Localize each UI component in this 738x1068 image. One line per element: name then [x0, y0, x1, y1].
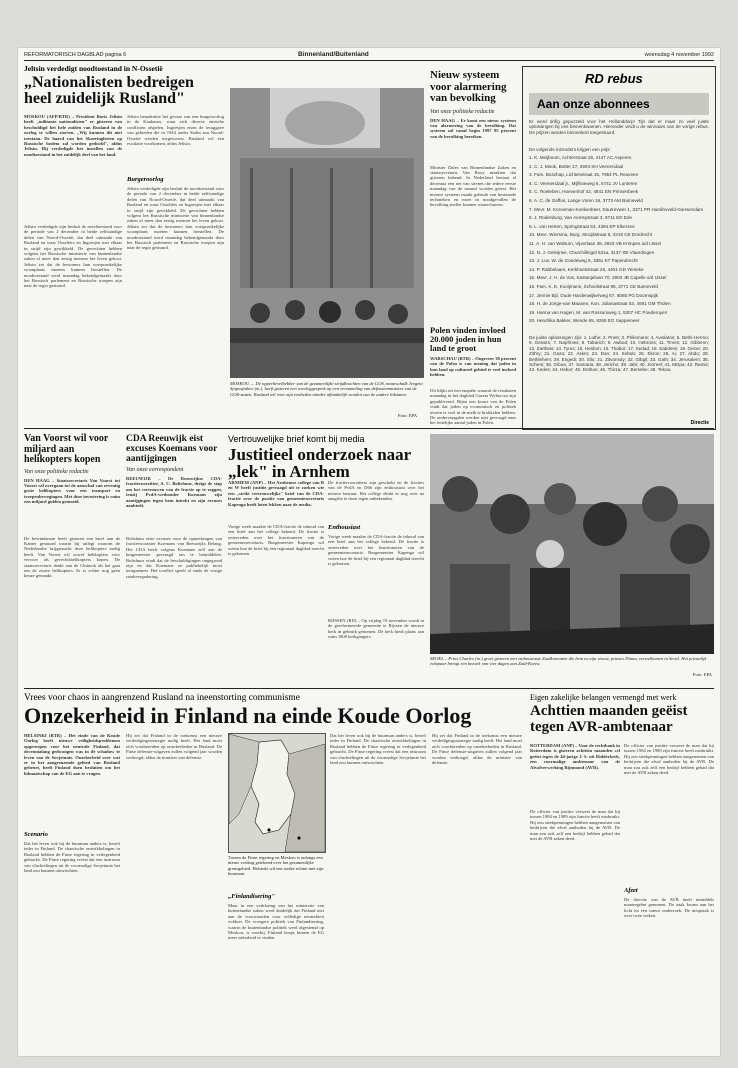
article-body-col2b: Vorige week maakte de CDA-fractie de inhoud van een brief aan het college bekend. De fractie is ontevreden over het functioneren van de gemeentesecretaris. Burgemeester Kapenga wil weten hoe de brief bij een regionaal dagblad terecht is gekomen.: [328, 534, 424, 567]
rebus-winner: 20. Hendrika Bakker, Wende 65, 8265 EG Sappemeer: [529, 318, 640, 324]
rebus-winner: 18. H. de Jonge-van Maanen, Kon. Julianastraat 53, 4691 GM Tholen: [529, 301, 671, 307]
rebus-winner: 7. Mevr. M. Korveman-Koekenbeer, Dautrevwer 1, 3371 PR Hardinxveld-Giessendam: [529, 206, 704, 212]
article-subhead: Burgeroorlog: [127, 176, 164, 183]
article-subhead: „Finlandisering": [228, 893, 275, 900]
article-rijssen: RIJSSEN (RD) – Op vrijdag 19 november wordt in de gereformeerde gemeente te Rijssen de nieuwe kerk in gebruik genomen. De kerk biedt plaats aan ruim 1800 kerkgangers.: [328, 618, 424, 640]
rebus-intro: Er werd drifig gepuzzeld voor het Hollanddorp! Tijn dat er maar zo veel juiste oplossingen bij ons binnenkwamen. Hieronder vindt u de winnaars van de vorige rebus. De prijzen worden binnenkort toegestuurd.: [529, 119, 709, 135]
article-subhead: Scenario: [24, 831, 48, 838]
article-lead: REEUWIJK – De Reeuwijkse CDA-fractievoorzitter, A. C. Boltshuur, dreigt de stap om het vertrouwen van de fractie op te zeggen, tenzij PvdA-wethouder Koemans zijn aantijgingen tegen hem intrekt en zijn excuses aanbiedt.: [126, 476, 222, 509]
article-body: Jeltsin verdedigde zijn besluit de noodtoestand voor de periode van 2 december in beide zelfstandige delen van Noord-Ossetië, dat deel uitmaakt van Rusland en waar Osseliërs en Ingoesjen met elkaar in strijd zijn gewikkeld. De gevechten hebben volgens het Russische ministerie van binnenlandse zaken al meer dan zestig mensen het leven gekost. Jeltsin zei dat de bewoners hun oorspronkelijke woonplaats moeten kunnen herstellen. De noodtoestand werd maandag bekendgemaakt door het Russisch parlement en Russische troepen zijn naar de regio gestuurd.: [24, 224, 122, 289]
rebus-winners-label: De volgende inzenders krijgen een prijs:: [529, 147, 611, 152]
article-headline: Polen vinden invloed 20.000 joden in hun land te groot: [430, 325, 506, 353]
article-lead: HELSINKI (RTR) – Het einde van de Koude Oorlog heeft nieuwe veiligheidsproblemen opgeroepen voor het neutrale Finland, dat decennialang gedwongen was in de schaduw te leven van de Sovjetunie. Onzekerheid over wat er in het aangrenzende gebied van Rusland gebeurt, heeft Finland doen besluiten om het lidmaatschap van de EG aan te vragen.: [24, 733, 120, 776]
article-kicker: Vertrouwelijke brief komt bij media: [228, 434, 365, 444]
paper-name: REFORMATORISCH DAGBLAD pagina 6: [24, 52, 127, 58]
rebus-winner: 3. Fam. Boschap, Lichtenstraat 15, 7954 PL Rouveen: [529, 172, 639, 178]
article-body: Dit blijkt uit een enquête waaruit de resultaten maandag in het dagblad Gazeta Wyborcza zijn gepubliceerd. Bijna een kwart van de Polen vindt dat joden op economisch en politiek terrein te veel in de melk te brokkelen hebben. De ondervraagden werden niet gevraagd naar het feitelijke aantal joden in Polen.: [430, 388, 516, 426]
photo-caption: MOSKOU — De opperbevelhebber van de gezamenlijke strijdkrachten van de GOS, maarschalk Jevgeni Sjaposjnikov (m.), heeft gisteren een overleggesprek op een verzameling van defensieministers van de GOS-staten. Rusland wil voor zijn eenheden minder afhankelijk worden van de andere lidstaten.: [230, 381, 423, 397]
article-body: De officier van justitie verweet de man dat hij tussen 1984 en 1989 zijn functie heeft misbruikt. Hij zou steekpenningen hebben aangenomen van bedrijven die afval aanboden bij de AVR. De man zou ook zelf een bedrijf hebben gehad dat met de AVR zaken deed.: [530, 809, 620, 842]
article-jeltsin: [24, 64, 224, 289]
article-kicker: Jeltsin verdedigt noodtoestand in N-Ossetië: [24, 64, 163, 73]
article-alarmering: [430, 70, 516, 310]
article-body-col2: De fractievoorzitters zijn geschokt en de fracties van de PvdA en D66 zijn enthousiast over het nieuwe bestuur. Het college denkt er nog over na aangifte te doen tegen onbekenden.: [328, 480, 424, 502]
article-headline: Onzekerheid in Finland na einde Koude Oorlog: [24, 703, 472, 728]
photo-prince-charles-image: [430, 434, 714, 654]
article-arnhem: [228, 434, 424, 640]
article-lead: WARSCHAU (RTR) – Ongeveer 38 procent van de Polen is van mening dat joden in hun land op cultureel gebied te veel invloed hebben.: [430, 356, 516, 378]
rebus-winner: 13. J. Lux, W. de Goedeweg 6, 3351 KT Papendrecht: [529, 258, 638, 264]
article-lead: ROTTERDAM (ANP) – Voor de rechtbank in Rotterdam is gisteren achttien maanden cel geëist tegen de 44-jarige J. S. uit Ridderkerk, een voormalige ambtenaar van de Afvalverwerking Rijnmond (AVR).: [530, 743, 620, 770]
article-polen: [430, 326, 516, 436]
rebus-winner: 16. Fam. K. E. Kooijmans, Schoolstraat 96, 3771 CE Barneveld: [529, 283, 658, 289]
finland-map-image: [229, 734, 325, 852]
rebus-winner: 2. C. J. Mook, Botter 27, 3904 SH Veenendaal: [529, 163, 624, 169]
rebus-title-bar: [529, 93, 709, 115]
finland-map: [228, 733, 326, 853]
photo-prince-charles: [430, 434, 714, 654]
divider-rule: [24, 688, 714, 689]
photo-caption: SEOEL – Prins Charles (m.) groet gisteren met enthousiaste Zuidkoreanen die hem en zijn vrouw, prinses Diana, verwelkomen in Seoel. Het prinselijk echtpaar brengt een bezoek van vier dagen aan Zuid-Korea.: [430, 656, 707, 667]
article-subhead: Enthousiast: [328, 524, 361, 531]
rebus-winner: 6. A. C. de Gaffus, Lange Voren 19, 3773 AM Barneveld: [529, 197, 643, 203]
article-body-col2: Hij zei dat Finland in de toekomst een nieuwe verdedigingsstrategie nodig heeft. Het land moet zich voorbereiden op onzekerheden in Rusland. De Finse defensie-uitgaven zullen volgend jaar worden verhoogd, aldus de minister van defensie.: [126, 733, 222, 760]
rebus-winner: 14. P. Rabbelaars, Kerkhoekstraat 26, 4401 GD Yerseke: [529, 266, 644, 272]
article-headline: Van Voorst wil voor miljard aan helikopters kopen: [24, 433, 109, 465]
map-caption: Tussen de Finse regering en Moskou is onlangs een nieuw verdrag getekend over het gezamenlijke grensgebied. Helsinki wil een sterke relatie met zijn buurman.: [228, 855, 324, 877]
photo-gos-meeting: [230, 88, 424, 378]
rebus-winner: 11. A. H. van Walsum, Vijverlaan 38, 2923 VB Krimpen a/d IJssel: [529, 240, 661, 246]
article-body-col5: Hij zei dat Finland in de toekomst een nieuwe verdedigingsstrategie nodig heeft. Het land moet zich voorbereiden op onzekerheden in Rusland. De Finse defensie-uitgaven zullen volgend jaar worden verhoogd, aldus de minister van defensie.: [432, 733, 522, 766]
photo-credit: Foto: EPA: [692, 672, 712, 677]
rebus-logo: RD rebus: [585, 71, 643, 86]
divider-rule: [24, 428, 714, 429]
article-headline: CDA Reeuwijk eist excuses Koemans voor aantijgingen: [126, 434, 218, 464]
rebus-winner: 17. Jennie Bijl, Oude Hardenwijkerweg 87, 8085 PG Doornspijk: [529, 292, 658, 298]
article-kicker: Vrees voor chaos in aangrenzend Rusland na ineenstorting communisme: [24, 693, 300, 703]
article-headline: Nieuw systeem voor alarmering van bevolking: [430, 69, 507, 104]
rebus-winner: 4. C. Veenendaal jr., Mijlhoeweg 6, 6741 JV Lunteren: [529, 180, 638, 186]
rebus-winners-list: [529, 154, 709, 326]
article-byline: Van onze politieke redactie: [24, 468, 89, 475]
article-body-col2b: Jeltsin verdedigde zijn besluit de noodtoestand voor de periode van 2 december in beide zelfstandige delen van Noord-Ossetië, dat deel uitmaakt van Rusland en waar Osseliërs en Ingoesjen met elkaar in strijd zijn gewikkeld. De gevechten hebben volgens het Russische ministerie van binnenlandse zaken al meer dan zestig mensen het leven gekost. Jeltsin zei dat de bewoners hun oorspronkelijke woonplaats moeten kunnen herstellen. De noodtoestand werd maandag bekendgemaakt door het Russisch parlement en Russische troepen zijn naar de regio gestuurd.: [127, 186, 224, 251]
rebus-box: [522, 66, 716, 430]
article-finland: [24, 693, 524, 941]
article-body-col2b: De directie van de AVR heeft inmiddels maatregelen genomen. De zaak kwam aan het licht na een intern onderzoek. De uitspraak is over twee weken.: [624, 897, 714, 919]
article-byline: Van onze correspondent: [126, 467, 184, 473]
article-subhead: Afzet: [624, 887, 638, 894]
rebus-signature: Directie: [690, 420, 709, 426]
rebus-winner: 15. Mevr. J. H. de Vos, Kastanjelaan 70, 2903 JB Capelle a/d IJssel: [529, 275, 667, 281]
rebus-winner: 10. Mevr. Wiersma, Burg. Struijkstraat 8, 3319 CE Dordrecht: [529, 232, 653, 238]
rebus-winner: 1. K. Meijboom, Achterstraat 26, 4147 AC Asperen: [529, 155, 632, 160]
article-body: Boltshuur eiste excuses voor de opmerkingen van fractievoorzitter Koemans van Reeuwijks Belang. Het CDA heeft volgens Koemans zelf aan de burgemeester gevraagd om te bemiddelen. Boltshuur vindt dat de beschuldigingen ongegrond zijn en dat Koemans ze publiekelijk moet terugnemen. Het conflict speelt al sinds de vorige raadsvergadering.: [126, 536, 222, 579]
rebus-winner: 8. J. Rodenburg, Van Aemsystraat 3, 6711 ED Ede: [529, 215, 632, 221]
article-body-col2: Jeltsin benadrukte het gevaar van een burgeroorlog in de Kaukasus, waar zich diverse etnische conflicten afspelen. Ingoesjen eisen de teruggave van gebieden die in 1944 onder Stalin aan Noord-Ossetië werden toegewezen. Rusland wil een escalatie voorkomen, aldus Jeltsin.: [127, 114, 224, 147]
article-body: De bewindsman heeft gisteren een brief aan de Kamer gestuurd waarin hij uitlegt waarom de Nederlandse krijgsmacht deze helikopters nodig heeft. Van Voorst wil zowel helikopters voor vervoer als gevechtshelikopters kopen. De staatssecretaris denkt aan de Chinook als het gaat om de zware helikopters. Er is echter nog geen keuze gemaakt.: [24, 535, 120, 579]
article-body: Dat het leven ook bij de buurman anders is, beseft ieder in Finland. De chaotische ontwikkelingen in Rusland hebben de Finse regering in verlegenheid gebracht. De Finse regering vreest dat een instroom van vluchtelingen uit de voormalige Sovjetunie het land zou kunnen ontwrichten.: [24, 841, 120, 874]
article-lead: DEN HAAG – Er komt een nieuw systeem van alarmering van de bevolking. Dat systeem zal vanaf begin 1997 95 procent van de bevolking bereiken.: [430, 117, 516, 139]
rebus-winner: 5. C. Roeleben, Hoevenhof 42, 4841 EN Prinsenbeek: [529, 189, 639, 195]
article-body: Vorige week maakte de CDA-fractie de inhoud van een brief aan het college bekend. De fractie is ontevreden over het functioneren van de gemeentesecretaris. Burgemeester Kapenga wil weten hoe de brief bij een regionaal dagblad terecht is gekomen.: [228, 524, 324, 557]
article-body: Minister Dales van Binnenlandse Zaken en staatssecretaris Van Rooy maakten dat gisteren bekend. In Nederland bestaat al decennia een net van sirenes die iedere eerste maandag van de maand worden getest. Het nieuwe systeem maakt gebruik van bestaande technieken en moet in noodgevallen de bevolking sneller kunnen waarschuwen.: [430, 164, 516, 208]
article-body-col2: De officier van justitie verweet de man dat hij tussen 1984 en 1989 zijn functie heeft misbruikt. Hij zou steekpenningen hebben aangenomen van bedrijven die afval aanboden bij de AVR. De man zou ook zelf een bedrijf hebben gehad dat met de AVR zaken deed.: [624, 743, 714, 776]
article-body-col3: Maar in een verklaring van het ministerie van buitenlandse zaken werd duidelijk dat Finland niet aan de voorwaarden voor volledige neutraliteit voldoet. De vroegere politiek van Finlandisering, waarin de buitenlandse politiek werd afgestemd op Moskou, is voorbij. Finland hoopt binnen de EG meer zekerheid te vinden.: [228, 903, 324, 941]
article-kicker: Eigen zakelijke belangen vermengd met werk: [530, 693, 677, 702]
article-helikopters: [24, 434, 120, 724]
article-lead: MOSKOU (AFP/RTR) – President Boris Jeltsin heeft „militante nationalisten" er gisteren van beschuldigd het hele zuiden van Rusland in de oorlog te willen storten. „Wij kunnen dit niet toestaan. De haard van het Skoeringlesten op Russische bodem zal worden gedoofd", aldus Jeltsin. Hij verdedigde het instellen van de noodtoestand in het zuidelijk deel van het land.: [24, 114, 122, 157]
article-lead: ARNHEM (ANP) – Het Arnhemse college van B en W heeft justitie gevraagd uit te zoeken wie een „strikt vertrouwelijke" brief van de CDA-fractie over de positie van gemeentesecretaris Kapenga heeft laten lekken naar de media.: [228, 480, 324, 507]
section-title: Binnenland/Buitenland: [298, 51, 369, 58]
photo-gos-meeting-image: [230, 88, 424, 378]
masthead-rule: [24, 60, 714, 61]
article-avr: [530, 693, 714, 919]
article-headline: „Nationalisten bedreigen heel zuidelijk Rusland": [24, 74, 194, 107]
article-body-col4: Dat het leven ook bij de buurman anders is, beseft ieder in Finland. De chaotische ontwikkelingen in Rusland hebben de Finse regering in verlegenheid gebracht. De Finse regering vreest dat een instroom van vluchtelingen uit de voormalige Sovjetunie het land zou kunnen ontwrichten.: [330, 733, 426, 766]
article-headline: Achttien maanden geëist tegen AVR-ambtenaar: [530, 703, 688, 735]
rebus-solutions: De juiste oplossingen zijn: 1. Luthe; 2. Prieti; 3. Philemaris; 4. Aviolatos; 5. Bethi-Hermo; 6. Gessim; 7. Napfmies; 8. Tabarich; 9. Awbod; 10. Hebrons; 11. Tirves; 12. Gibbenn; 13. Zartheis; 14. Tyrus; 15. Hesbon; 16. Thabor; 17. Sedad; 18. Sabdeim; 19. Gezer; 20. Zithry; 21. Gaza; 22. Askro; 23. Dan; 24. Kebob; 25. Ekron; 26. Ai; 27. Abdo; 28. Bethlehem; 29. Engedi; 30. Silo; 31. Zitvonsdy; 32. Gibgil; 33. Gath; 34. Jerusalem; 35. Schem; 36. Giboa; 37. Samaria; 38. Jericho; 39. Jabi; 40. Jezreel; 41. Mizpa; 42. Ramis; 43. Kedes; 44. Hebor; 45. Dothan; 46. Thirza; 47. Bersebe; 48. Tekoa.: [529, 335, 709, 373]
rebus-winner: 12. N. J. Geleijnse, Churchillingel 531a, 3137 XB Vlaardingen: [529, 249, 655, 255]
photo-credit: Foto: EPA: [398, 413, 418, 418]
article-cda-reeuwijk: [126, 434, 222, 724]
newspaper-page: [18, 48, 720, 1056]
article-headline: Justitieel onderzoek naar „lek" in Arnhem: [228, 445, 411, 481]
rebus-winner: 19. Hanna van Hagen, M. van Rossumweg 1, 5307 HC Poederoyen: [529, 309, 668, 315]
rebus-winner: 9. L. van Herten, Springstraat 53, 4394 EP Elkerzee: [529, 223, 635, 229]
page-date: woensdag 4 november 1992: [644, 52, 714, 58]
article-byline: Van onze politieke redactie: [430, 108, 495, 115]
article-lead: DEN HAAG – Staatssecretaris Van Voorst tot Voorst wil overgaan tot de aanschaf van zeventig grote helikopters voor een transport en troepenbewegingen. Met deze investering is ruim een miljard gulden gemoeid.: [24, 477, 120, 505]
rebus-title: Aan onze abonnees: [537, 97, 650, 111]
